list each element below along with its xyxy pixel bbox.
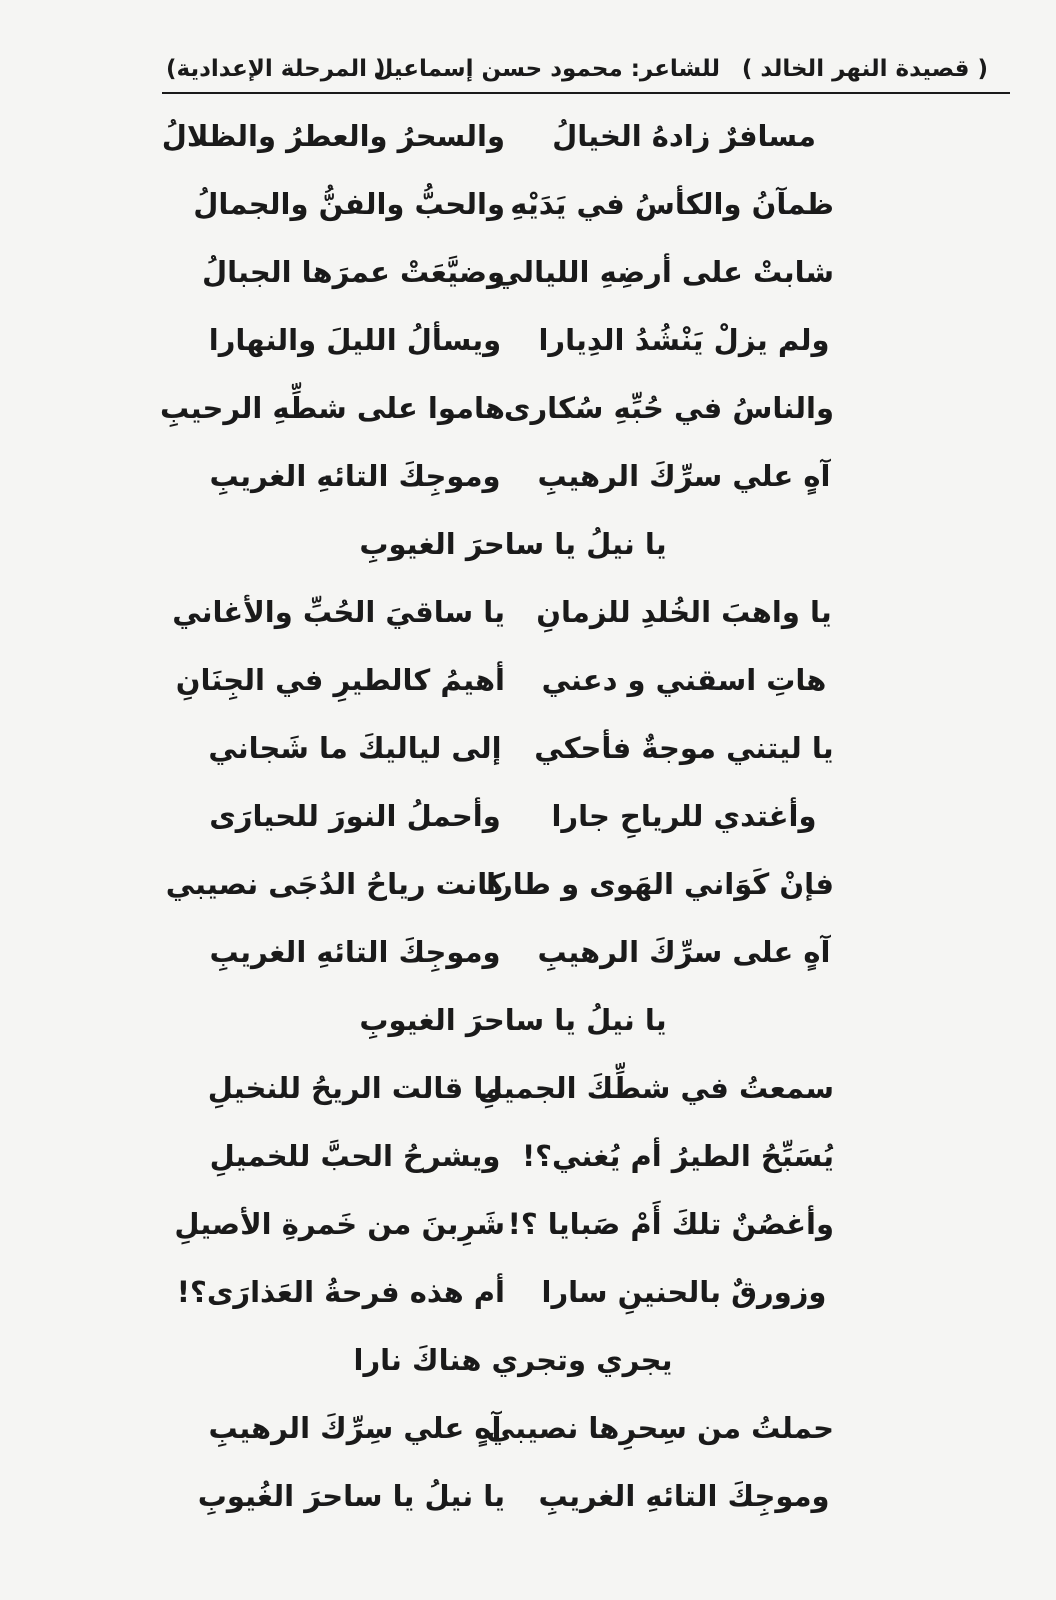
verse-first-hemistich: مسافرٌ زادهُ الخيالُ — [552, 119, 816, 153]
verse-line — [0, 858, 1056, 910]
verse-second-hemistich: أهيمُ كالطيرِ في الجِنَانِ — [175, 663, 505, 697]
poet-name: للشاعر: محمود حسن إسماعيل — [373, 56, 720, 82]
verse-first-hemistich: وأغتدي للرياحِ جارا — [551, 799, 817, 833]
verse-second-hemistich: أم هذه فرحةُ العَذارَى؟! — [176, 1275, 505, 1309]
refrain-line — [0, 518, 1056, 570]
verse-second-hemistich: إلى لياليكَ ما شَجاني — [208, 731, 502, 765]
verse-first-hemistich: وأغصُنٌ تلكَ أَمْ صَبايا ؟! — [507, 1207, 834, 1241]
verse-line — [0, 382, 1056, 434]
verse-first-hemistich: وزورقٌ بالحنينِ سارا — [541, 1275, 827, 1309]
verse-second-hemistich: هاموا على شطِّهِ الرحيبِ — [159, 391, 505, 425]
verse-second-hemistich: ويسألُ الليلَ والنهارا — [208, 323, 502, 357]
verse-second-hemistich: وضيَّعَتْ عمرَها الجبالُ — [201, 255, 505, 289]
verse-line — [0, 926, 1056, 978]
verse-line — [0, 314, 1056, 366]
verse-first-hemistich: يُسَبِّحُ الطيرُ أم يُغني؟! — [521, 1139, 834, 1173]
verse-second-hemistich: والحبُّ والفنُّ والجمالُ — [193, 187, 505, 221]
verse-line — [0, 178, 1056, 230]
verse-first-hemistich: حملتُ من سِحرِها نصيبي — [485, 1411, 834, 1445]
verse-second-hemistich: آهٍ علي سِرِّكَ الرهيبِ — [208, 1411, 502, 1445]
verse-first-hemistich: فإنْ كَوَاني الهَوى و طارا — [486, 867, 834, 901]
verse-line — [0, 1062, 1056, 1114]
refrain-text: يجري وتجري هناكَ نارا — [353, 1343, 673, 1377]
verse-line — [0, 246, 1056, 298]
verse-line — [0, 790, 1056, 842]
verse-second-hemistich: يا ساقيَ الحُبِّ والأغاني — [172, 595, 505, 629]
verse-line — [0, 1266, 1056, 1318]
verse-first-hemistich: يا واهبَ الخُلدِ للزمانِ — [536, 595, 832, 629]
poem-title: ( قصيدة النهر الخالد ) — [741, 56, 988, 82]
verse-first-hemistich: والناسُ في حُبِّهِ سُكارى — [503, 391, 834, 425]
refrain-text: يا نيلُ يا ساحرَ الغيوبِ — [359, 1003, 667, 1037]
refrain-line — [0, 1334, 1056, 1386]
verse-first-hemistich: آهٍ علي سرِّكَ الرهيبِ — [537, 459, 831, 493]
verse-first-hemistich: وموجِكَ التائهِ الغريبِ — [538, 1479, 830, 1513]
verse-second-hemistich: كانت رياحُ الدُجَى نصيبي — [165, 867, 505, 901]
verse-line — [0, 1470, 1056, 1522]
verse-line — [0, 654, 1056, 706]
refrain-text: يا نيلُ يا ساحرَ الغيوبِ — [359, 527, 667, 561]
verse-second-hemistich: ما قالت الريحُ للنخيلِ — [207, 1071, 503, 1105]
verse-first-hemistich: ولم يزلْ يَنْشُدُ الدِيارا — [538, 323, 830, 357]
verse-line — [0, 1198, 1056, 1250]
verse-line — [0, 722, 1056, 774]
verse-line — [0, 586, 1056, 638]
verse-second-hemistich: شَرِبنَ من خَمرةِ الأصيلِ — [174, 1207, 505, 1241]
verse-line — [0, 110, 1056, 162]
verse-first-hemistich: آهٍ على سرِّكَ الرهيبِ — [537, 935, 831, 969]
verse-second-hemistich: يا نيلُ يا ساحرَ الغُيوبِ — [197, 1479, 505, 1513]
verse-line — [0, 1130, 1056, 1182]
verse-first-hemistich: هاتِ اسقني و دعني — [541, 663, 827, 697]
verse-second-hemistich: ويشرحُ الحبَّ للخميلِ — [209, 1139, 501, 1173]
refrain-line — [0, 994, 1056, 1046]
verse-second-hemistich: وموجِكَ التائهِ الغريبِ — [209, 459, 501, 493]
verse-second-hemistich: وموجِكَ التائهِ الغريبِ — [209, 935, 501, 969]
verse-first-hemistich: سمعتُ في شطِّكَ الجميلِ — [477, 1071, 834, 1105]
verse-line — [0, 450, 1056, 502]
school-stage: ( المرحلة الإعدادية) — [166, 56, 386, 82]
verse-first-hemistich: ظمآنُ والكأسُ في يَدَيْهِ — [510, 187, 834, 221]
verse-first-hemistich: يا ليتني موجةٌ فأحكي — [534, 731, 834, 765]
document-header — [162, 50, 1010, 94]
verse-first-hemistich: شابتْ على أرضِهِ الليالي — [493, 255, 834, 289]
verse-second-hemistich: وأحملُ النورَ للحيارَى — [209, 799, 501, 833]
verse-second-hemistich: والسحرُ والعطرُ والظلالُ — [161, 119, 505, 153]
verse-line — [0, 1402, 1056, 1454]
